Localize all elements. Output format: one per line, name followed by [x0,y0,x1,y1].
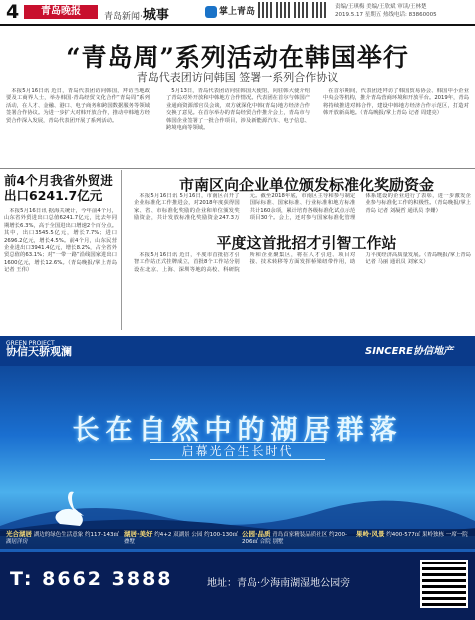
article3-body: 本报5月16日讯 5月16日，市南区召开了企业标准化工作推进会，对2018年度获得国家、省、市标准化奖励的企业和单位颁发奖励资金，共计发放标准化奖励资金247.3万元。截至2018年底，市南区主导和参与制定国际标准、国家标准、行业标准和地方标准共计160余项，累计培育各级标准化试点示范项目30个。会上，还对参与国家标准化管理体系建设的企业进行了表彰，进一步激发企业参与标准化工作的积极性。（青岛晚报/掌上青岛 记者 刘凝哲 通讯员 李姗） [134,193,471,222]
qr-code-icon [258,2,274,18]
real-estate-ad [0,336,475,620]
editor-credits [335,3,475,19]
column-divider [121,170,122,330]
date-line: 2019.5.17 星期五 热线电话: 83860005 [335,12,437,18]
editor-line: 责编/王琪梅 美编/王欣斌 审读/王林楚 [335,4,427,10]
ad-contact-bar [0,552,475,620]
swan-icon [40,486,100,531]
ad-subtitle: 启幕光合生长时代 [150,442,325,460]
article3-headline: 市南区向企业单位颁发标准化奖励资金 [178,176,434,194]
paper-logo: 青岛晚报 [24,5,98,19]
article4-body: 本报5月16日讯 近日，平度市首批招才引智工作站正式挂牌成立，首批8个工作站分别设在北京、上海、深圳等地的高校、科研院所和企业聚集区，将在人才引进、项目对接、技术转移等方面发挥桥梁纽带作用，助力平度经济高质量发展。（青岛晚报/掌上青岛 记者 马丽 通讯员 刘家义） [134,252,471,273]
ad-feature-3: 公园·品质 青岛首家精装品质社区 约200-206㎡ 合院 别墅 [242,530,347,545]
main-headline: “青岛周”系列活动在韩国举行 [66,43,409,72]
app-name: 掌上青岛 [219,7,256,17]
article4-headline: 平度这首批招才引智工作站 [216,234,397,252]
qr-code-icon [276,2,292,18]
qr-code-icon [420,560,468,608]
ad-feature-2: 湖居·美好 约4+2 双湖景 公园 约100-130㎡ 叠墅 [124,530,239,545]
article2-headline: 前4个月我省外贸进出口6241.7亿元 [4,173,113,203]
ad-feature-1: 光合湖居 湖边的绿色生活意象 约117-143㎡ 湖居洋房 [6,530,119,545]
article2-body: 本报5月16日讯 据海关统计，今年前4个月，山东省外贸进出口总值6241.7亿元，比去年同期增长6.3%，高于全国进出口增速2个百分点。其中，出口3545.5亿元，增长7.7%；进口2696.2亿元，增长4.5%。前4个月，山东民营企业进出口3941.4亿元，增长8.2%，占全省外贸总值的63.1%；对“一带一路”沿线国家进出口1600亿元，增长12.6%。（青岛晚报/掌上青岛 记者 王伟） [4,208,117,274]
ad-brand-en: GREEN PROJECT [6,340,55,347]
section-name: 城事 [142,8,169,23]
ad-brand-name: 协信天骄观澜 [6,345,72,358]
ad-feature-4: 果岭·风景 约400-577㎡ 果岭独栋 一席一院 [356,530,468,538]
qr-codes [258,2,330,22]
ad-title: 长在自然中的湖居群落 [72,415,403,446]
app-icon [205,6,217,18]
qr-code-icon [294,2,310,18]
ad-brand-left [6,340,72,356]
qr-code-icon [312,2,328,18]
ad-phone: T: 8662 3888 [10,568,173,590]
section-prefix: 青岛新闻· [104,12,143,22]
article1-col3: 在首尔期间，代表团还拜访了韩国贸易协会、韩国中小企业中央会等机构，推介青岛营商环境和开放平台。2019年，青岛将持续推进对韩合作，建设中韩地方经济合作示范区，打造对韩开放新高地。（青岛晚报/掌上青岛 记者 周建亮） [323,88,469,117]
page-number: 4 [6,1,20,23]
masthead [0,0,475,24]
section-title [104,4,169,23]
article1-col2: 5月13日，青岛代表团访问驻韩国大使馆，向驻韩大使介绍了青岛对外开放和中韩地方合作情况。代表团在首尔与韩国产业通商资源部官员会谈，双方就深化中韩(青岛)地方经济合作交换了意见。在首尔举办的青岛经贸合作推介会上，青岛市与韩国企业签署了一批合作项目，涉及新能源汽车、电子信息、跨境电商等领域。 [166,88,310,132]
header-rule [0,24,475,26]
app-badge [205,5,255,19]
main-subheadline: 青岛代表团访问韩国 签署一系列合作协议 [136,71,339,84]
ad-brand-right: SINCERE协信地产 [365,346,453,357]
divider [0,168,475,169]
article1-col1: 本报5月16日讯 近日，青岛代表团访问韩国，拜访当地政要及工商界人士，举办韩国·青岛经贸文化合作“青岛周”系列活动，在人才、金融、港口、电子商务和跨国数据服务等领域签署合作协议。为进一步扩大对韩开放合作，推动中韩地方经贸合作深入发展，青岛代表团开展了系列活动。 [6,88,150,124]
ad-address: 地址：青岛·少海南湖湿地公园旁 [207,578,351,589]
